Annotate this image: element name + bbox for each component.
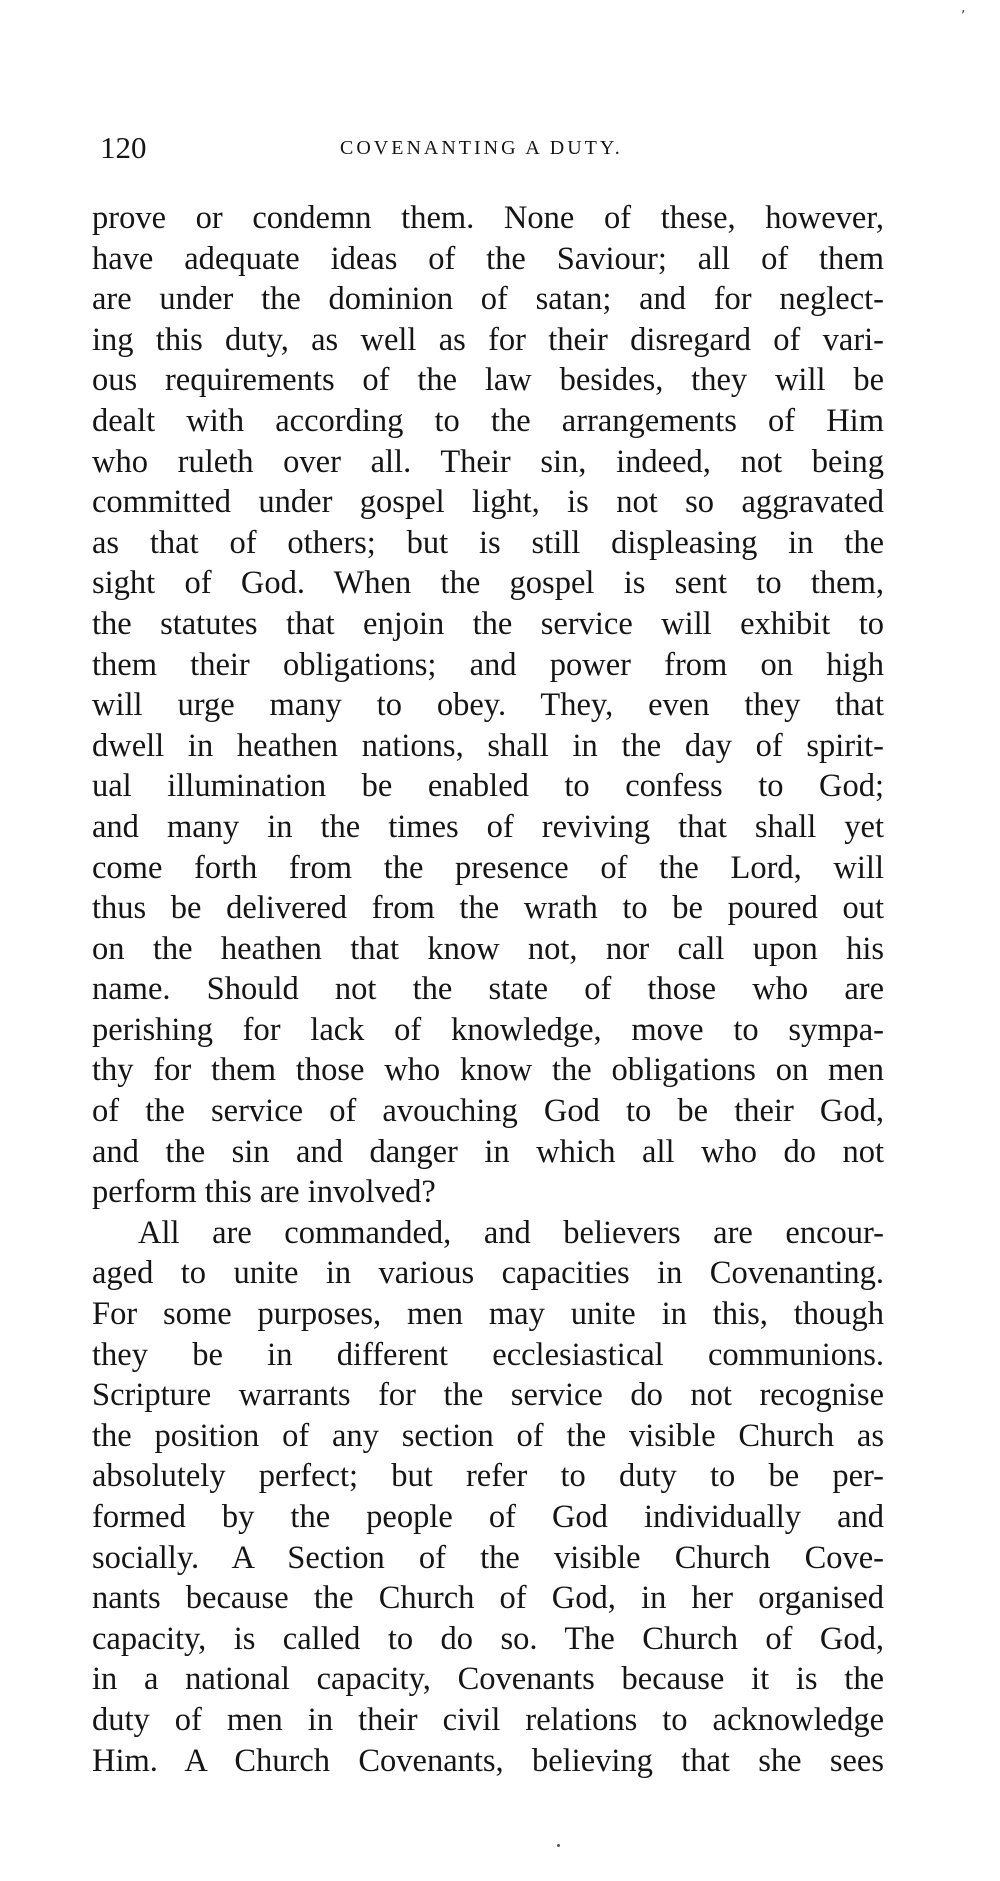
paragraph-2	[92, 1213, 884, 1781]
text-line: dwell in heathen nations, shall in the day of spirit-	[92, 727, 884, 764]
text-line: are under the dominion of satan; and for neglect-	[92, 281, 884, 318]
text-line: as that of others; but is still displeasing in the	[92, 524, 884, 561]
text-line: ing this duty, as well as for their disregard of vari-	[92, 321, 884, 358]
text-line: For some purposes, men may unite in this, though	[92, 1296, 884, 1333]
page-number: 120	[100, 130, 147, 165]
text-line: have adequate ideas of the Saviour; all of them	[92, 240, 884, 277]
body-text	[92, 198, 884, 1781]
text-line: they be in different ecclesiastical communions.	[92, 1336, 884, 1373]
page-header	[100, 128, 900, 168]
text-line: All are commanded, and believers are encour-	[138, 1214, 884, 1251]
text-line: absolutely perfect; but refer to duty to be per-	[92, 1458, 884, 1495]
text-line: perishing for lack of knowledge, move to sympa-	[92, 1011, 884, 1048]
paragraph-1	[92, 198, 884, 1213]
text-line: Him. A Church Covenants, believing that she sees	[92, 1742, 884, 1779]
text-line: come forth from the presence of the Lord, will	[92, 849, 884, 886]
text-line: perform this are involved?	[92, 1174, 436, 1211]
text-line: dealt with according to the arrangements of Him	[92, 402, 884, 439]
text-line: committed under gospel light, is not so aggravated	[92, 484, 884, 521]
text-line: and the sin and danger in which all who do not	[92, 1133, 884, 1170]
text-line: aged to unite in various capacities in Covenanting.	[92, 1255, 884, 1292]
text-line: name. Should not the state of those who are	[92, 971, 884, 1008]
corner-mark: ,	[961, 0, 966, 16]
text-line: formed by the people of God individually and	[92, 1499, 884, 1535]
text-line: thus be delivered from the wrath to be poured out	[92, 890, 884, 927]
text-line: and many in the times of reviving that shall yet	[92, 808, 884, 845]
text-line: prove or condemn them. None of these, however,	[92, 200, 884, 236]
text-line: duty of men in their civil relations to acknowledge	[92, 1701, 884, 1738]
text-line: in a national capacity, Covenants because it is the	[92, 1661, 884, 1698]
text-line: Scripture warrants for the service do not recognise	[92, 1377, 884, 1414]
text-line: ous requirements of the law besides, they will be	[92, 362, 884, 399]
text-line: of the service of avouching God to be their God,	[92, 1093, 884, 1130]
text-line: ual illumination be enabled to confess to God;	[92, 768, 884, 805]
text-line: the statutes that enjoin the service will exhibit to	[92, 605, 884, 642]
running-head: COVENANTING A DUTY.	[340, 137, 623, 159]
text-line: sight of God. When the gospel is sent to them,	[92, 565, 884, 602]
text-line: them their obligations; and power from on high	[92, 646, 884, 683]
text-line: thy for them those who know the obligations on men	[92, 1052, 884, 1089]
page-speck	[557, 1844, 560, 1847]
text-line: capacity, is called to do so. The Church of God,	[92, 1620, 884, 1657]
text-line: socially. A Section of the visible Church Cove-	[92, 1539, 884, 1576]
text-line: will urge many to obey. They, even they that	[92, 687, 884, 724]
text-line: nants because the Church of God, in her organised	[92, 1580, 884, 1617]
text-line: on the heathen that know not, nor call upon his	[92, 930, 884, 967]
text-line: the position of any section of the visible Church as	[92, 1417, 884, 1454]
text-line: who ruleth over all. Their sin, indeed, not being	[92, 443, 884, 480]
